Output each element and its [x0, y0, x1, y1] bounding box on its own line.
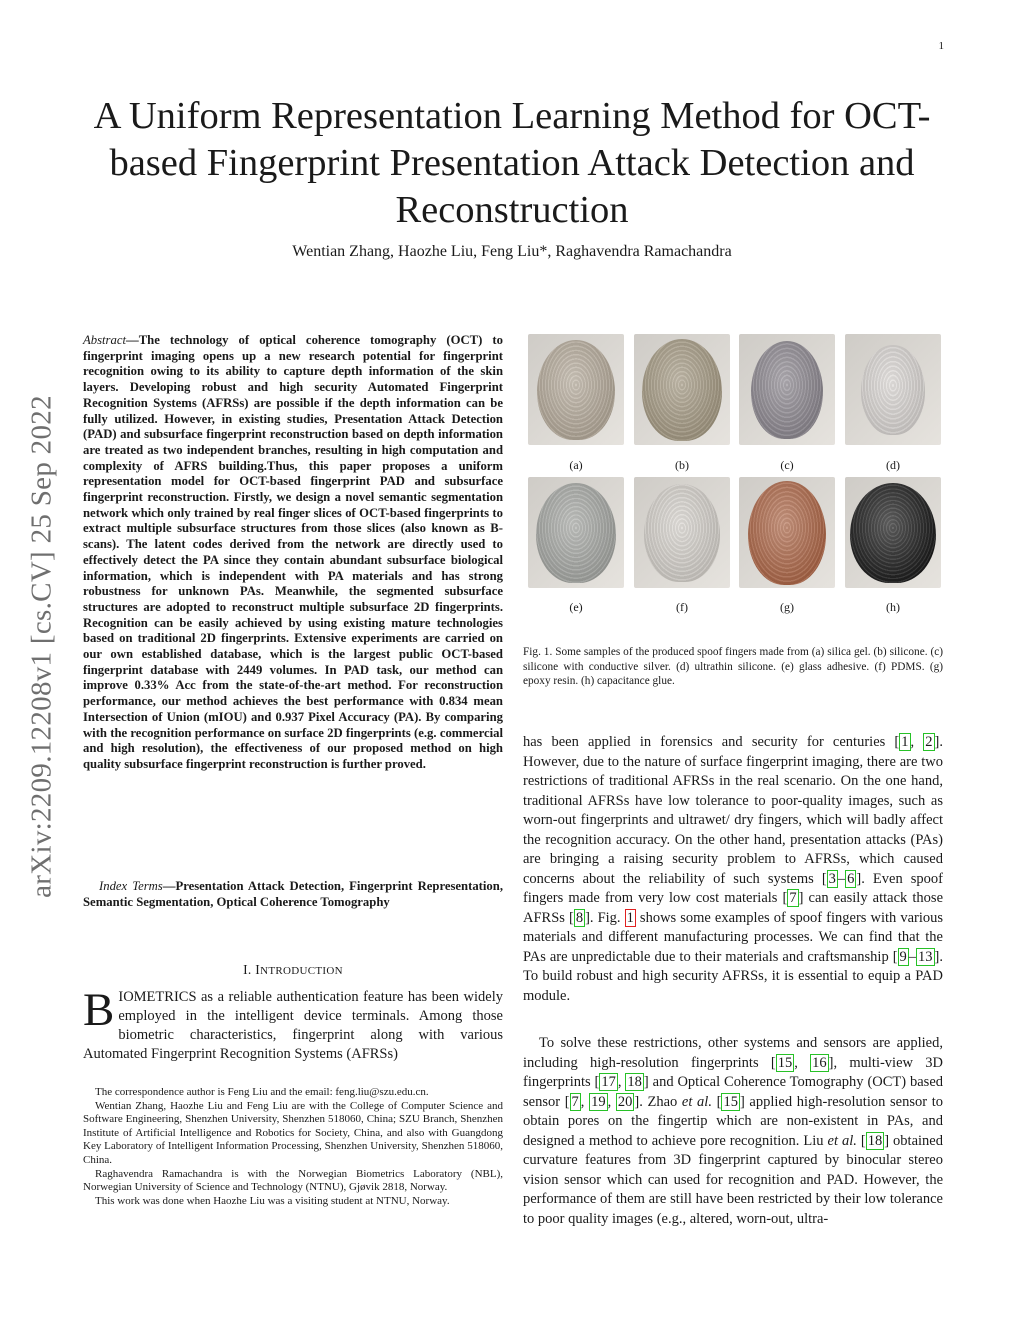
- figure-reference-link[interactable]: 1: [626, 909, 634, 926]
- fingerprint-photo-g: [739, 477, 835, 588]
- page-number: 1: [938, 40, 944, 52]
- subfigure-label: (f): [676, 600, 688, 614]
- text-run: To solve these restrictions, other systems and sensors are applied, including high-resolution fingerprints [: [523, 1035, 943, 1071]
- section-heading-rest: NTRODUCTION: [260, 965, 343, 977]
- author-list: Wentian Zhang, Haozhe Liu, Feng Liu*, Raghavendra Ramachandra: [292, 243, 732, 260]
- text-run: ]. Even spoof fingers made from very low cost materials [: [523, 870, 943, 906]
- italic-text: et al.: [681, 1093, 712, 1110]
- body-paragraph: [523, 1034, 943, 1229]
- footnote: This work was done when Haozhe Liu was a visiting student at NTNU, Norway.: [95, 1194, 450, 1207]
- fingerprint-photo-f: [634, 477, 730, 588]
- text-run: ] can easily attack those AFRSs [: [523, 890, 943, 926]
- citation-link[interactable]: 16: [812, 1054, 827, 1071]
- text-run: [: [856, 1132, 866, 1149]
- text-run: ]. To build robust and high security AFRSs, it is essential to equip a PAD module.: [523, 948, 943, 1004]
- text-run: –: [908, 948, 917, 965]
- abstract-body: —The technology of optical coherence tomography (OCT) to fingerprint imaging opens up a new research potential for fingerprint recognition owing to its ability to capture depth information of the skin layers. Developing robust and high security Automated Fingerprint Recognition Systems (AFRSs) are possible if the depth information can be fully utilized. However, in existing studies, Presentation Attack Detection (PAD) and subsurface fingerprint reconstruction based on depth information are treated as two independent branches, resulting in high computation and complexity of AFRS building.Thus, this paper proposes a uniform representation model for OCT-based fingerprint PAD and subsurface fingerprint reconstruction. Firstly, we design a novel semantic segmentation network which only trained by real finger slices of OCT-based fingerprints to extract multiple subsurface structures from those slices (also known as B-scans). The latent codes derived from the network are directly used to effectively detect the PA since they contain abundant subsurface biological information, which is independent with PA materials and has strong robustness for unknown PAs. Meanwhile, the segmented subsurface structures are adopted to reconstruct multiple subsurface 2D fingerprints. Recognition can be easily achieved by using existing mature technologies based on traditional 2D fingerprints. Extensive experiments are carried on our own established database, which is the largest public OCT-based fingerprint database with 2449 volumes. In PAD task, our method can improve 0.33% Acc from the state-of-the-art method. For reconstruction performance, our method achieves the best performance with 0.834 mean Intersection of Union (mIOU) and 0.937 Pixel Accuracy (PA). By comparing with the recognition performance on surface 2D fingerprints (e.g. commercial and high resolution), the effectiveness of our proposed method on high quality subsurface fingerprint reconstruction is further proved.: [83, 333, 503, 771]
- introduction-text: IOMETRICS as a reliable authentication feature has been widely employed in the intelligent device terminals. Among those biometric characteristics, fingerprint along with various Automated Fingerprint Recognition Systems (AFRSs): [83, 989, 503, 1062]
- subfigure-label: (c): [780, 458, 794, 472]
- text-run: ]. Fig.: [585, 909, 625, 926]
- text-run: ]. However, due to the nature of surface fingerprint imaging, there are two restrictions of traditional AFRSs in the real scenario. On the one hand, traditional AFRSs have low tolerance to poor-quality images, such as worn-out fingerprints and ultrawet/ dry fingers, which will badly affect the recognition accuracy. On the other hand, presentation attacks (PAs) are bringing a raising security problem to AFRSs, which caused concerns about the reliability of such systems [: [523, 734, 943, 887]
- text-run: ,: [580, 1093, 590, 1110]
- index-terms-body: —Presentation Attack Detection, Fingerprint Representation, Semantic Segmentation, Optical Coherence Tomography: [83, 879, 503, 909]
- section-heading-numeral: I. I: [243, 962, 261, 977]
- spoof-finger-f: [644, 484, 720, 582]
- fingerprint-photo-e: [528, 477, 624, 588]
- citation-link[interactable]: 7: [789, 890, 797, 906]
- citation-link[interactable]: 9: [899, 948, 907, 965]
- fingerprint-photo-d: [845, 334, 941, 445]
- text-run: has been applied in forensics and security for centuries [: [523, 734, 900, 750]
- subfigure-label: (g): [780, 600, 794, 614]
- citation-link[interactable]: 18: [867, 1132, 883, 1149]
- text-run: ,: [794, 1054, 811, 1071]
- italic-text: et al.: [827, 1132, 857, 1149]
- text-run: ] obtained curvature features from 3D fingerprint captured by binocular stereo vision sensor which can used for recognition and PAD. However, the performance of them are still have been restricted by their low tolerance to poor quality images (e.g., altered, worn-out, ultra-: [523, 1132, 943, 1227]
- footnote: Wentian Zhang, Haozhe Liu and Feng Liu are with the College of Computer Science and Software Engineering, Shenzhen University, Shenzhen 518060, China; SZU Branch, Shenzhen Institute of Artificial Intelligence and Robotics for Society, China, and also with Guangdong Key Laboratory of Intelligent Information Processing, Shenzhen University, Shenzhen 518060, China.: [83, 1099, 503, 1166]
- citation-link[interactable]: 13: [918, 948, 933, 965]
- fingerprint-photo-a: [528, 334, 624, 445]
- subfigure-label: (a): [569, 458, 583, 472]
- fingerprint-photo-h: [845, 477, 941, 588]
- footnote: Raghavendra Ramachandra is with the Norwegian Biometrics Laboratory (NBL), Norwegian University of Science and Technology (NTNU), Gjøvik 2818, Norway.: [83, 1167, 503, 1194]
- spoof-finger-a: [537, 340, 615, 440]
- arxiv-identifier-stamp: arXiv:2209.12208v1 [cs.CV] 25 Sep 2022: [25, 395, 58, 898]
- footnote: The correspondence author is Feng Liu and the email: feng.liu@szu.edu.cn.: [95, 1086, 429, 1098]
- citation-link[interactable]: 15: [777, 1054, 793, 1071]
- citation-link[interactable]: 1: [901, 734, 909, 750]
- text-run: ,: [607, 1093, 616, 1110]
- text-run: ]. Zhao: [634, 1093, 682, 1110]
- drop-cap: B: [83, 984, 115, 1036]
- text-run: ,: [910, 734, 924, 750]
- paper-title: A Uniform Representation Learning Method for OCT-based Fingerprint Presentation Attack Detection and Reconstruction: [93, 95, 931, 231]
- text-run: ] and Optical Coherence Tomography (OCT) based sensor [: [523, 1074, 944, 1110]
- footnotes: [83, 1086, 503, 1208]
- citation-link[interactable]: 20: [617, 1093, 633, 1110]
- text-run: ] applied high-resolution sensor to obtain pores on the fingertip which are non-existent in PAs, and designed a method to achieve pore recognition. Liu: [523, 1093, 943, 1149]
- text-run: [: [711, 1093, 722, 1110]
- figure-caption: Fig. 1. Some samples of the produced spoof fingers made from (a) silica gel. (b) silicone. (c) silicone with conductive silver. (d) ultrathin silicone. (e) glass adhesive. (f) PDMS. (g) epoxy resin. (h) capacitance glue.: [523, 646, 943, 687]
- citation-link[interactable]: 17: [601, 1074, 616, 1090]
- figure-spoof-fingers: [523, 334, 943, 624]
- spoof-finger-e: [536, 483, 616, 583]
- spoof-finger-d: [861, 345, 925, 435]
- citation-link[interactable]: 18: [627, 1074, 642, 1090]
- section-heading-introduction: [83, 962, 503, 978]
- subfigure-label: (d): [886, 458, 900, 472]
- fingerprint-photo-b: [634, 334, 730, 445]
- text-run: –: [837, 870, 846, 887]
- body-paragraph: [523, 733, 943, 1006]
- subfigure-label: (e): [569, 600, 583, 614]
- abstract: [83, 333, 503, 773]
- spoof-finger-h: [850, 483, 936, 583]
- spoof-finger-b: [642, 339, 722, 441]
- spoof-finger-g: [748, 481, 826, 585]
- subfigure-label: (b): [675, 458, 689, 472]
- citation-link[interactable]: 15: [723, 1093, 738, 1110]
- index-terms: [83, 879, 503, 910]
- citation-link[interactable]: 6: [847, 870, 855, 887]
- introduction-paragraph: [83, 984, 503, 1064]
- spoof-finger-c: [751, 341, 823, 439]
- citation-link[interactable]: 3: [828, 870, 836, 887]
- fingerprint-photo-c: [739, 334, 835, 445]
- citation-link[interactable]: 7: [571, 1093, 579, 1110]
- abstract-lead: Abstract: [83, 333, 126, 347]
- citation-link[interactable]: 2: [925, 734, 933, 750]
- citation-link[interactable]: 19: [591, 1093, 606, 1110]
- text-run: ], multi-view 3D fingerprints [: [523, 1054, 943, 1090]
- subfigure-label: (h): [886, 600, 900, 614]
- index-terms-lead: Index Terms: [99, 879, 163, 893]
- text-run: shows some examples of spoof fingers with various materials and different manufacturing processes. We can find that the PAs are unpredictable due to their materials and craftsmanship [: [523, 909, 943, 965]
- citation-link[interactable]: 8: [575, 909, 584, 926]
- text-run: ,: [617, 1074, 626, 1090]
